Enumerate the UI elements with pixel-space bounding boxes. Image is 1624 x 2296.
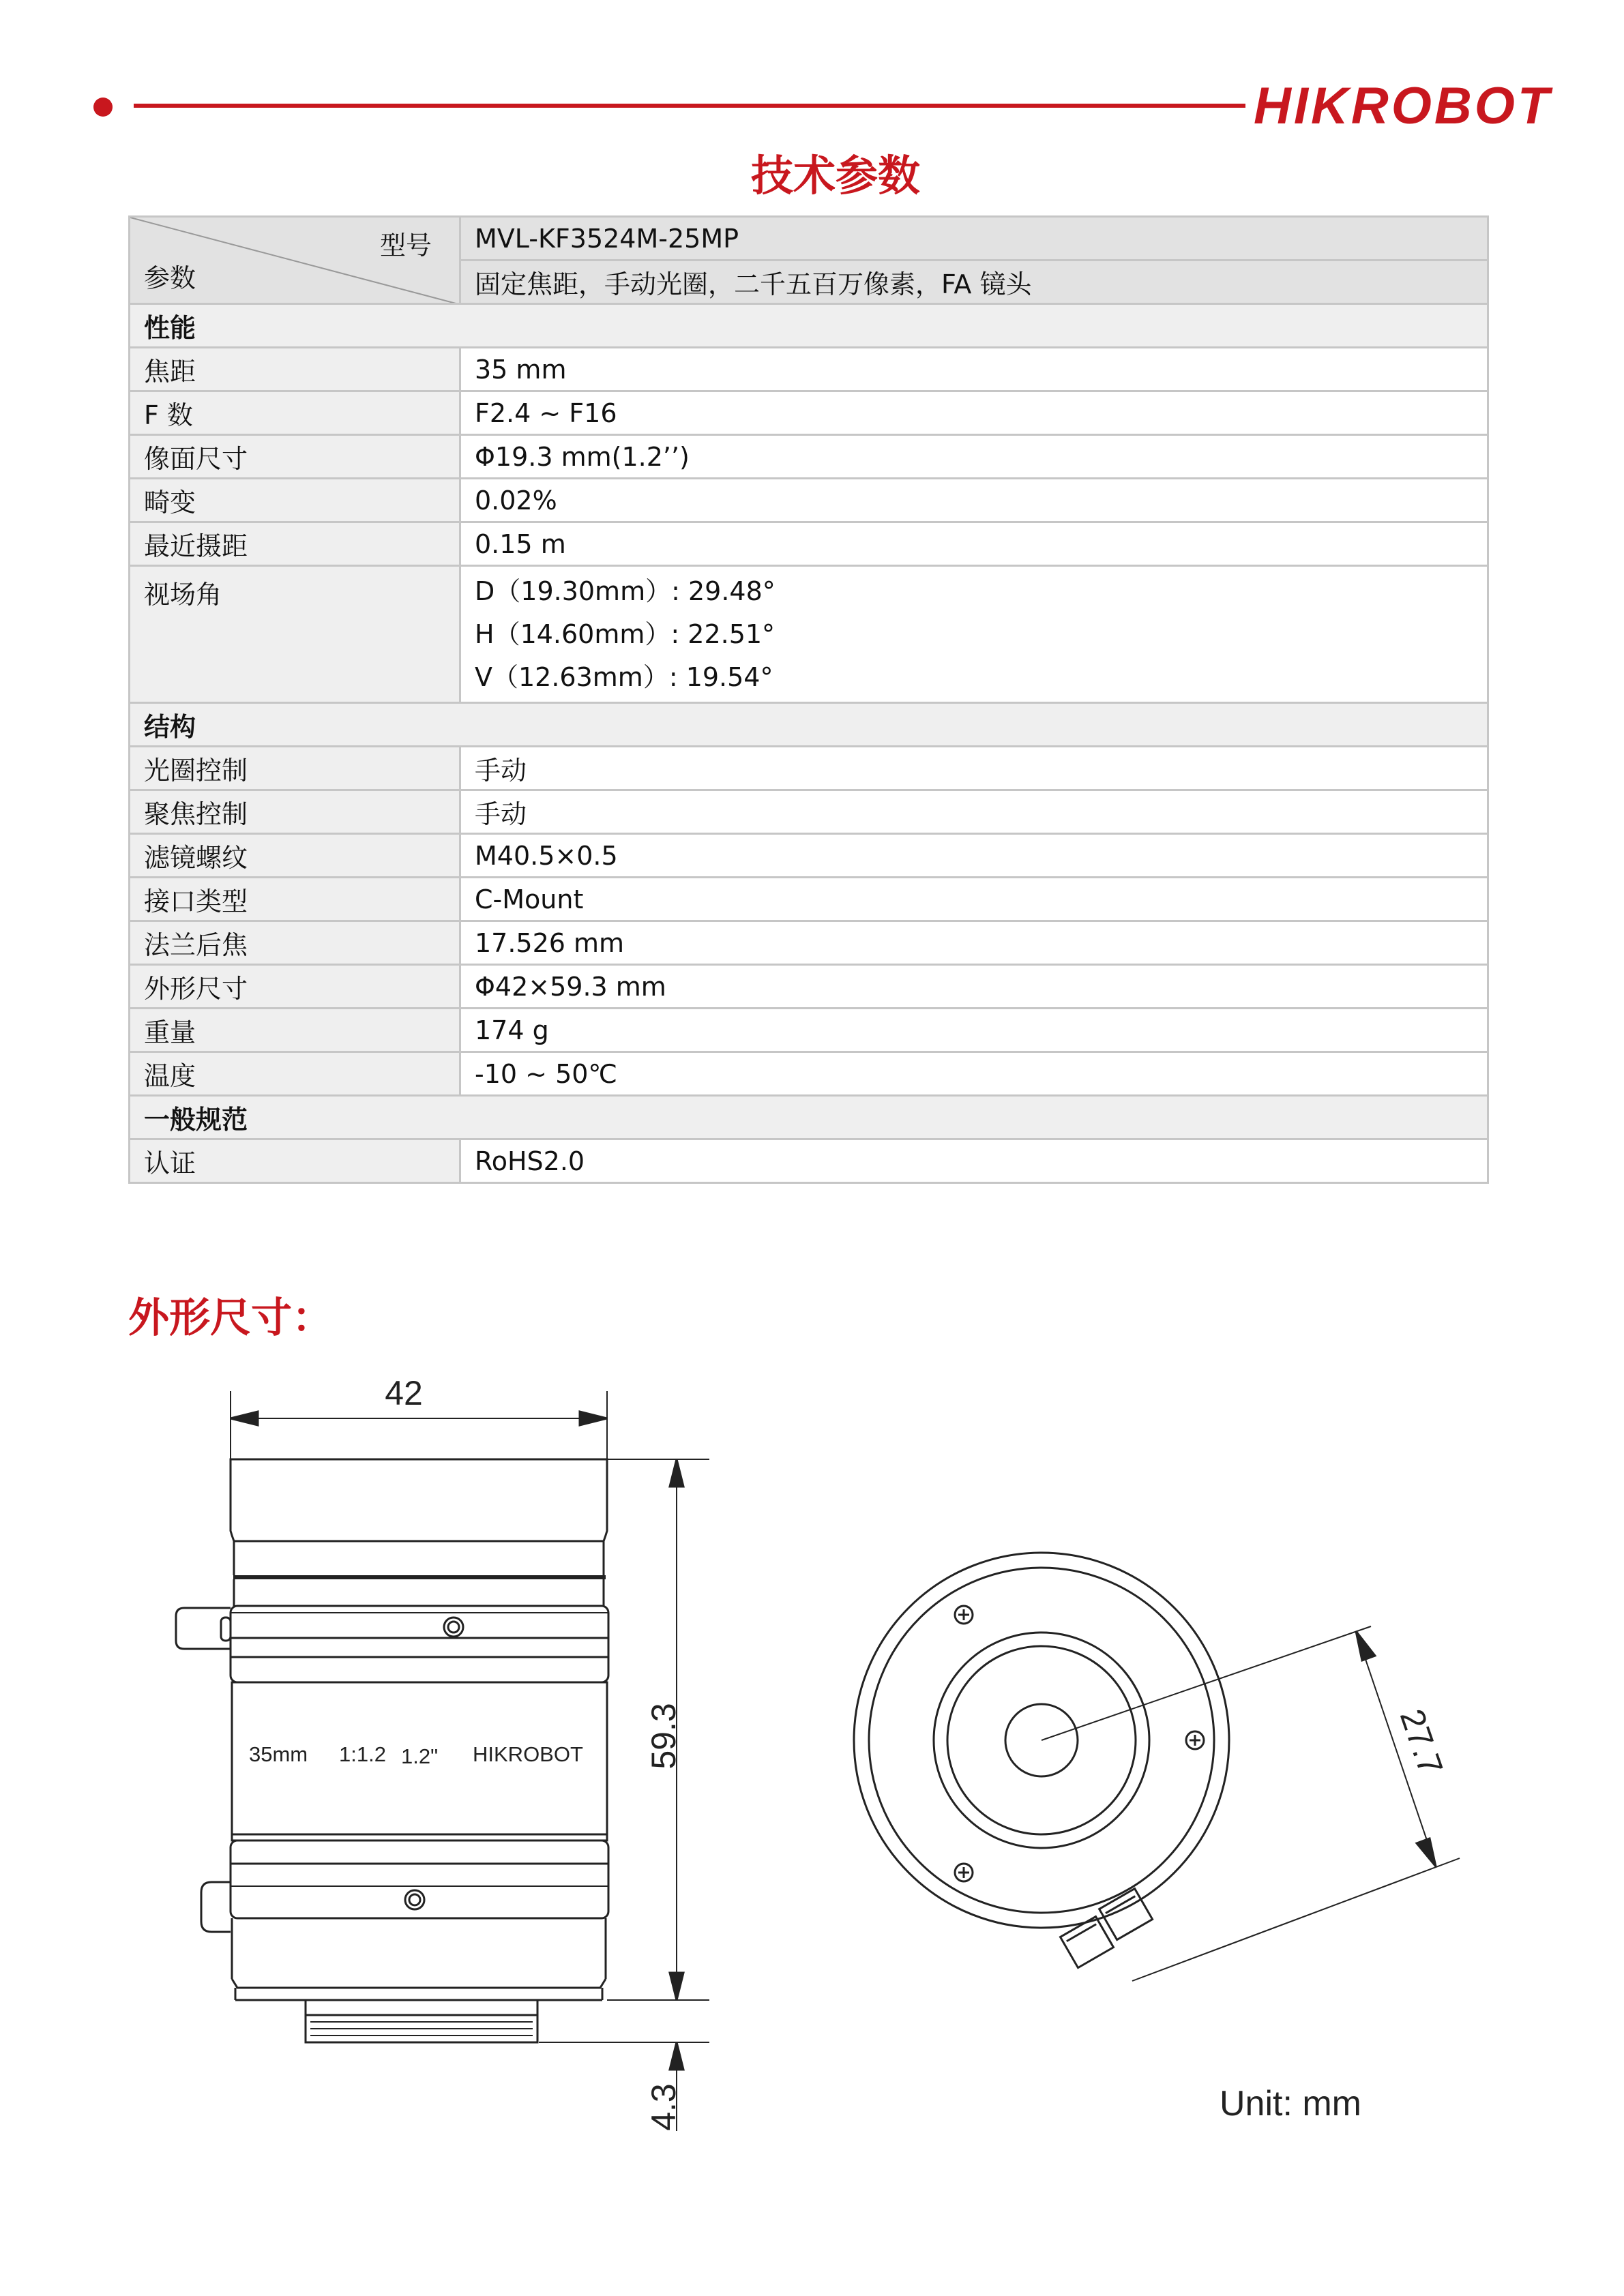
- unit-label: Unit: mm: [1220, 2084, 1361, 2123]
- table-row: F 数 F2.4 ~ F16: [130, 391, 1488, 435]
- model-description: 固定焦距，手动光圈，二千五百万像素，FA 镜头: [460, 260, 1488, 304]
- table-row: 滤镜螺纹 M40.5×0.5: [130, 834, 1488, 878]
- marking-ratio: 1:1.2: [339, 1742, 386, 1766]
- table-row: 最近摄距 0.15 m: [130, 522, 1488, 566]
- hikrobot-logo: HIKROBOT: [1254, 77, 1552, 135]
- fov-row: 视场角 D（19.30mm）: 29.48° H（14.60mm）: 22.51° V（12.63mm）: 19.54°: [130, 566, 1488, 703]
- table-row: 认证 RoHS2.0: [130, 1139, 1488, 1183]
- length-dimension: 59.3: [645, 1703, 683, 1770]
- table-row: 重量 174 g: [130, 1009, 1488, 1052]
- table-row: 温度 -10 ~ 50℃: [130, 1052, 1488, 1096]
- fov-values: [460, 566, 1488, 703]
- table-row: 聚焦控制 手动: [130, 790, 1488, 834]
- table-row: 外形尺寸 Φ42×59.3 mm: [130, 965, 1488, 1009]
- width-dimension: 42: [385, 1374, 423, 1412]
- header-rule: [134, 104, 1245, 108]
- table-row: 接口类型 C-Mount: [130, 878, 1488, 921]
- section-row-structure: 结构: [130, 703, 1488, 747]
- model-value: MVL-KF3524M-25MP: [460, 217, 1488, 260]
- page-title: 技术参数: [750, 151, 920, 200]
- header-corner-cell: [130, 217, 460, 304]
- table-row: 像面尺寸 Φ19.3 mm(1.2’’): [130, 435, 1488, 479]
- table-row: 焦距 35 mm: [130, 348, 1488, 391]
- dimension-drawing: [0, 1357, 1624, 2175]
- table-row: 法兰后焦 17.526 mm: [130, 921, 1488, 965]
- model-label: 型号: [379, 230, 432, 260]
- dimensions-title: 外形尺寸：: [128, 1294, 333, 1342]
- marking-focal: 35mm: [249, 1742, 308, 1766]
- fov-diagonal: D（19.30mm）: 29.48°: [475, 576, 776, 606]
- table-header-row: [130, 217, 1488, 260]
- fov-vertical: V（12.63mm）: 19.54°: [475, 661, 773, 692]
- marking-format: 1.2": [401, 1744, 439, 1768]
- section-row-general: 一般规范: [130, 1096, 1488, 1139]
- spec-table: [128, 215, 1489, 1184]
- fov-horizontal: H（14.60mm）: 22.51°: [475, 618, 776, 649]
- param-label: 参数: [144, 263, 196, 293]
- mount-depth-dimension: 4.3: [645, 2083, 683, 2131]
- table-row: 畸变 0.02%: [130, 479, 1488, 522]
- marking-brand: HIKROBOT: [473, 1742, 583, 1766]
- table-row: 光圈控制 手动: [130, 747, 1488, 790]
- lens-front-view: [854, 1553, 1460, 1981]
- section-row-performance: 性能: [130, 304, 1488, 348]
- header-dot: [93, 98, 113, 117]
- front-diameter-dimension: 27.7: [1392, 1704, 1451, 1780]
